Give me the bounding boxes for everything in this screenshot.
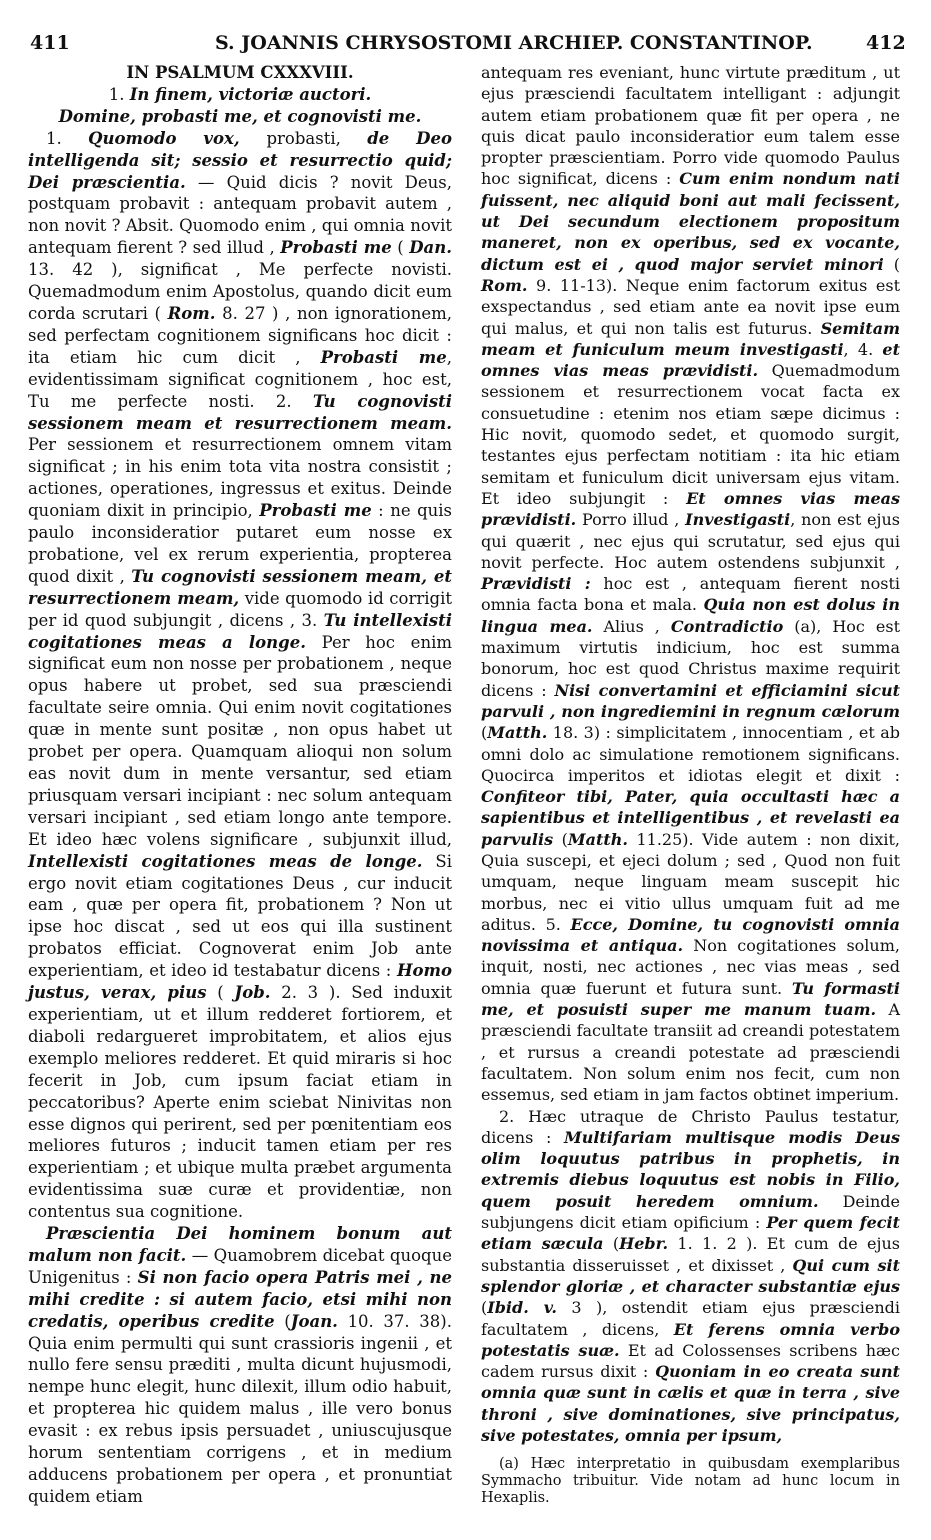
text: 9. 11-13). Neque enim factorum exitus est exspectandus , sed etiam ante ea novit ipse eum qui malus, et qui non talis est futurus.: [481, 275, 900, 338]
text: (: [274, 1311, 291, 1331]
paragraph: [481, 1106, 900, 1447]
text: vide quomodo id corrigit per id quod subjungit , dicens , 3.: [28, 588, 452, 630]
italic-text: In finem, victoriæ auctori.: [129, 84, 372, 104]
text: Per hoc enim significat eum non nosse per probationem , neque opus habere ut probet, sed sua præsciendi facultate seire omnia. Qui enim novit cogitationes quæ in mente sunt positæ , non opus habet ut probet per opera. Quamquam alioqui non solum eas novit dum in mente versantur, sed etiam priusquam versari incipiant : nec solum antequam versari incipiant , sed etiam longo ante tempore. Et ideo hæc volens significare , subjunxit illud,: [28, 632, 452, 849]
text: (: [481, 723, 488, 743]
italic-text: Confiteor tibi, Pater, quia occultasti hæc a sapientibus et intelligentibus , et revelasti ea parvulis: [481, 787, 900, 849]
running-title: S. JOANNIS CHRYSOSTOMI ARCHIEP. CONSTANTINOP.: [215, 32, 813, 54]
text: (: [553, 829, 568, 849]
text: Non cogitationes solum, inquit, nosti, nec actiones , nec vias meas , sed omnia quæ fuerunt et futura sunt.: [481, 936, 900, 998]
italic-text: Rom.: [481, 275, 528, 295]
italic-text: Probasti me: [320, 347, 447, 367]
italic-text: Quia non est dolus in lingua mea.: [481, 595, 900, 636]
text: 13. 42 ), significat , Me perfecte novisti. Quemadmodum enim Apostolus, quando dicit eum corda scrutari (: [28, 260, 452, 323]
italic-text: Quomodo vox,: [88, 128, 267, 148]
text: (a), Hoc est maximum virtutis indicium, hoc est summa bonorum, hoc est quod Christus maxime requirit dicens :: [481, 616, 900, 700]
text: hoc est , antequam fierent nosti omnia facta bona et mala.: [481, 574, 900, 615]
text: , 4.: [843, 339, 883, 359]
italic-text: Probasti me: [259, 501, 372, 521]
italic-text: Joan.: [290, 1311, 338, 1331]
italic-text: Ibid. v.: [487, 1298, 557, 1318]
italic-text: Hebr.: [619, 1234, 669, 1254]
italic-text: Matth.: [487, 723, 548, 743]
verse-heading: [28, 106, 452, 128]
text: , non est ejus qui quærit , nec ejus qui scrutatur, sed ejus qui novit perfecte. Hoc autem ostendens subjunxit ,: [481, 510, 900, 572]
text: 8. 27 ) , non ignorationem, sed perfectam cognitionem significans hoc dicit : ita etiam hic cum dicit ,: [28, 303, 452, 367]
text: Quemadmodum sessionem et resurrectionem vocat facta ex consuetudine : etenim nos etiam sæpe dicimus : Hic novit, quomodo sedet, et quomodo surgit, testantes ejus perfectam notitiam : ita hic etiam semitam et funiculum dicit universam ejus vitam. Et ideo subjungit :: [481, 361, 901, 508]
italic-text: Per quem fecit etiam sæcula: [481, 1213, 901, 1254]
italic-text: Et ferens omnia verbo potestatis suæ.: [481, 1319, 900, 1360]
text: (: [603, 1234, 620, 1254]
italic-text: Multifariam multisque modis Deus olim loquutus patribus in prophetis, in extremis diebus loquutus est nobis in Filio, quem posuit heredem omnium.: [481, 1127, 900, 1211]
verse-heading: [28, 84, 452, 106]
text: IN PSALMUM CXXXVIII.: [126, 63, 354, 82]
text: Porro illud ,: [576, 510, 686, 530]
text: — Quid dicis ? novit Deus, postquam probavit : antequam probavit autem , non novit ? Absit. Quomodo enim , qui omnia novit antequam fierent ? sed illud ,: [28, 172, 452, 258]
text: , evidentissimam significat cognitionem , hoc est, Tu me perfecte nosti. 2.: [28, 347, 452, 411]
italic-text: de Deo intelligenda sit; sessio et resurrectio quid; Dei præscientia.: [28, 128, 452, 192]
text: probasti,: [266, 128, 368, 148]
section-heading: [28, 62, 452, 84]
text: Si ergo novit etiam cogitationes Deus , cur inducit eam , quæ per opera fit, probationem ? Non ut ipse hoc discat , sed ut eos qui illa sustinent probatos efficiat. Cognoverat enim Job ante experientiam, et ideo id testabatur dicens :: [28, 851, 453, 981]
italic-text: Si non facio opera Patris mei , ne mihi credite : si autem facio, etsi mihi non credatis, operibus credite: [28, 1267, 452, 1331]
text: 10. 37. 38). Quia enim permulti qui sunt crassioris ingenii , et nullo fere sensu præditi , multa dicunt hujusmodi, nempe hunc elegit, hunc dilexit, illum odio habuit, et propterea hic quidem malus , ille vero bonus evasit : ex rebus ipsis persuadet , uniuscujusque horum sententiam corrigens , et in medium adducens probationem per opera , et pronuntiat quidem etiam: [28, 1311, 452, 1506]
italic-text: et omnes vias meas prævidisti.: [481, 339, 900, 381]
italic-text: Qui cum sit splendor gloriæ , et character substantiæ ejus: [481, 1255, 901, 1296]
text: — Quamobrem dicebat quoque Unigenitus :: [28, 1245, 452, 1287]
italic-text: Intellexisti cogitationes meas de longe.: [28, 851, 423, 871]
paragraph: [28, 1223, 452, 1508]
italic-text: Et omnes vias meas prævidisti.: [481, 488, 901, 530]
paragraph: [481, 62, 900, 1106]
italic-text: Tu cognovisti sessionem meam et resurrectionem meam.: [28, 391, 452, 433]
italic-text: Cum enim nondum nati fuissent, nec aliquid boni aut mali fecissent, ut Dei secundum electionem propositum maneret, non ex operibus, sed ex vocante, dictum est ei , quod major serviet minori: [481, 169, 901, 274]
text: Et ad Colossenses scribens hæc cadem rursus dixit :: [481, 1340, 901, 1382]
text: 2. 3 ). Sed induxit experientiam, ut et illum redderet fortiorem, et diaboli redargueret improbitatem, et alios ejus exemplo meliores redderet. Et quid miraris si hoc fecerit in Job, cum ipsum faciat etiam in peccatoribus? Aperte enim sciebat Ninivitas non esse dignos qui perirent, sed per pœnitentiam eos meliores futuros ; inducit tamen etiam per res experientiam ; et ubique multa præbet argumenta evidentissima suæ curæ et providentiæ, non contentus sua cognitione.: [28, 983, 452, 1222]
italic-text: Homo justus, verax, pius: [28, 961, 452, 1003]
italic-text: Rom.: [167, 303, 216, 323]
text: 2. Hæc utraque de Christo Paulus testatur, dicens :: [481, 1106, 900, 1147]
italic-text: Contradictio: [670, 616, 784, 636]
italic-text: Probasti me: [280, 238, 392, 258]
italic-text: Domine, probasti me, et cognovisti me.: [58, 106, 422, 126]
text: Per sessionem et resurrectionem omnem vitam significat ; in his enim tota vita nostra consistit ; actiones, operationes, ingressus et exitus. Deinde quoniam dixit in principio,: [28, 435, 452, 521]
text: 1.: [46, 128, 89, 148]
text: (: [481, 1298, 488, 1318]
text: 3 ), ostendit etiam ejus præsciendi facultatem , dicens,: [481, 1298, 900, 1339]
text: (a) Hæc interpretatio in quibusdam exemplaribus Symmacho tribuitur. Vide notam ad hunc locum in Hexaplis.: [481, 1456, 900, 1507]
text: (: [206, 983, 235, 1003]
italic-text: Nisi convertamini et efficiamini sicut parvuli , non ingrediemini in regnum cælorum: [481, 680, 900, 721]
paragraph: [28, 128, 452, 1223]
text: 18. 3) : simplicitatem , innocentiam , et ab omni dolo ac simulatione remotionem significans. Quocirca imperitos et idiotas elegit et dixit :: [481, 723, 900, 785]
italic-text: Tu formasti me, et posuisti super me manum tuam.: [481, 978, 900, 1020]
text: (: [883, 254, 901, 274]
italic-text: Præscientia Dei hominem bonum aut malum non facit.: [28, 1224, 452, 1265]
left-column: [28, 62, 452, 1508]
right-column: [481, 62, 900, 1507]
text: A præsciendi facultate transiit ad creandi potestatem , et rursus a creandi potestate ad præsciendi facultatem. Non solum enim nos fecit, cum non essemus, sed etiam in jam factos obtinet imperium.: [481, 1000, 901, 1105]
text: (: [391, 238, 410, 258]
footnote: [481, 1456, 900, 1507]
text: 11.25). Vide autem : non dixit, Quia suscepi, et ejeci dolum ; sed , Quod non fuit umquam, neque linguam meam suscepit hic morbus, nec ei vitio ullus umquam fuit ad me aditus. 5.: [481, 829, 901, 934]
italic-text: Investigasti: [685, 510, 791, 530]
text: 1.: [108, 84, 130, 104]
italic-text: Tu intellexisti cogitationes meas a longe.: [28, 610, 452, 652]
italic-text: Prævidisti :: [481, 574, 591, 594]
text: 1. 1. 2 ). Et cum de ejus substantia disseruisset , et dixisset ,: [481, 1234, 900, 1275]
text: Alius ,: [592, 616, 671, 636]
page-number-right: 412: [866, 32, 906, 54]
italic-text: Quoniam in eo creata sunt omnia quæ sunt in cælis et quæ in terra , sive throni , sive dominationes, sive principatus, sive potestates, omnia per ipsum,: [481, 1362, 901, 1445]
italic-text: Dan.: [409, 238, 452, 258]
italic-text: Semitam meam et funiculum meum investigasti: [481, 318, 900, 359]
page-number-left: 411: [30, 32, 70, 54]
italic-text: Tu cognovisti sessionem meam, et resurrectionem meam,: [28, 566, 452, 608]
text: antequam res eveniant, hunc virtute præditum , ut ejus præsciendi facultatem intelligant : adjungit autem etiam probationem quæ fit per opera , ne quis dicat paulo inconsideratior eum talem esse propter præscientiam. Porro vide quomodo Paulus hoc significat, dicens :: [481, 63, 900, 189]
italic-text: Ecce, Domine, tu cognovisti omnia novissima et antiqua.: [481, 914, 900, 956]
italic-text: Job.: [234, 983, 271, 1003]
italic-text: Matth.: [567, 829, 628, 849]
text: : ne quis paulo inconsideratior putaret eum nosse ex probatione, vel ex rerum experientia, propterea quod dixit ,: [28, 501, 453, 586]
text: Deinde subjungens dicit etiam opificium :: [481, 1191, 901, 1233]
